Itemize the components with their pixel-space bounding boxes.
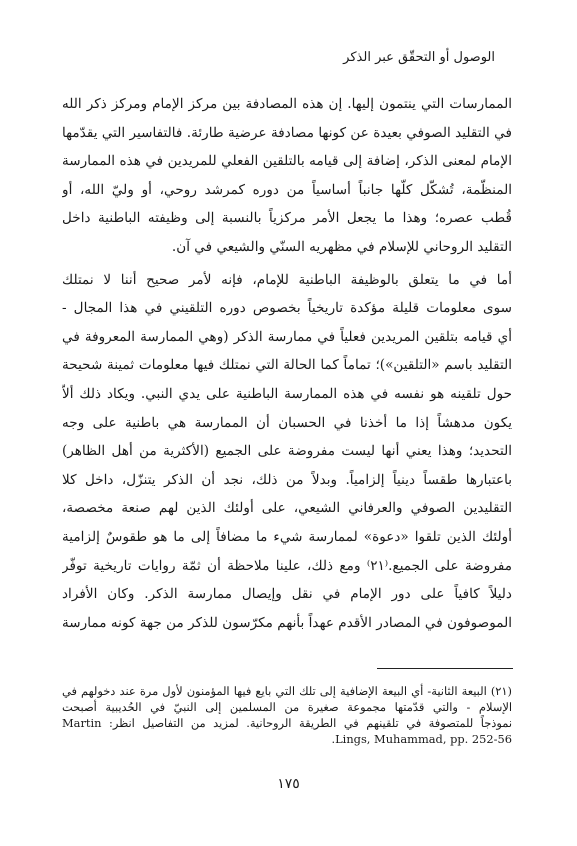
text-line: المنظّمة، تُشكّل كلّها جانباً أساسياً من دوره كمرشد روحي، أو وليّ الله، أو <box>62 181 512 198</box>
text-line: الإمام لمعنى الذكر، إضافة إلى قيامه بالتلقين الفعلي للمريدين في هذه الممارسة <box>62 153 512 170</box>
text-line: أما في ما يتعلق بالوظيفة الباطنية للإمام، فإنه لأمر صحيح أننا لا نمتلك <box>62 271 512 288</box>
text-line: دليلاً كافياً على دور الإمام في نقل وإيصال ممارسة الذكر. وكان الأفراد <box>62 586 512 603</box>
footnote-line: (٢١) البيعة الثانية- أي البيعة الإضافية إلى تلك التي بايع فيها المؤمنون لأول مرة عند دخولهم في <box>62 684 512 698</box>
text-line: التقليد الروحاني للإسلام في مظهريه السنّي والشيعي في آن. <box>171 238 512 255</box>
text-line: يكون مدهشاً إذا ما أخذنا في الحسبان أن الممارسة هي باطنية على وجه <box>62 414 512 431</box>
page-number: ١٧٥ <box>277 776 300 792</box>
footnote <box>62 683 512 747</box>
text-line: أولئك الذين تلقوا «دعوة» لممارسة شيء ما مضافاً إلى ما هو طقوسٌ إلزامية <box>62 528 512 545</box>
text-line: أي قيامه بتلقين المريدين فعلياً في ممارسة الذكر (وهي الممارسة المعروفة في <box>62 328 512 345</box>
footnote-line: الإسلام - والتي قدّمتها مجموعة صغيرة من المسلمين إلى النبيّ في الحُديبية أصبحت <box>62 700 512 714</box>
text-line: مفروضة على الجميع.⁽٢١⁾ ومع ذلك، علينا ملاحظة أن ثمّة روايات تاريخية توفّر <box>62 557 512 574</box>
paragraph-2 <box>62 266 512 638</box>
text-line: التقليدين الصوفي والعرفاني الشيعي، على أولئك الذين لهم صنعة مخصصة، <box>62 500 512 517</box>
footnote-line: Lings, Muhammad, pp. 252-56. <box>331 732 512 746</box>
footnote-divider <box>377 668 513 669</box>
text-line: قُطب عصره؛ وهذا ما يجعل الأمر مركزياً بالنسبة إلى وظيفته الباطنية داخل <box>62 210 512 227</box>
text-line: باعتبارها طقساً دينياً إلزامياً. وبدلاً من ذلك، نجد أن الذكر يتنزّل، داخل كلا <box>62 471 512 488</box>
text-line: الممارسات التي ينتمون إليها. إن هذه المصادفة بين مركز الإمام ومركز ذكر الله <box>62 96 512 112</box>
text-line: في التقليد الصوفي بعيدة عن كونها مصادفة عرضية طارئة. فالتفاسير التي يقدّمها <box>62 124 512 141</box>
text-line: الموصوفون في المصادر الأقدم عهداً بأنهم مكرّسون للذكر من جهة كونه ممارسة <box>62 614 512 631</box>
body-text <box>62 90 512 637</box>
text-line: التقليد باسم «التلقين»)؛ تماماً كما الحالة التي نمتلك فيها معلومات ثمينة شحيحة <box>62 357 512 374</box>
text-line: التحديد؛ وهذا يعني أنها ليست مفروضة على الجميع (الأكثرية من أهل الظاهر) <box>62 443 512 460</box>
running-header: الوصول أو التحقّق عبر الذكر <box>343 50 495 65</box>
text-line: سوى معلومات قليلة مؤكدة تاريخياً بخصوص دوره التلقيني في هذا المجال - <box>62 300 512 317</box>
footnote-line: نموذجاً للمتصوفة في تلقينهم في الطريقة الروحانية. لمزيد من التفاصيل انظر: Martin <box>62 716 512 730</box>
text-line: حول تلقينه هو نفسه في هذه الممارسة الباطنية على يدي النبي. ويكاد ذلك ألاّ <box>62 385 512 402</box>
paragraph-1 <box>62 90 512 262</box>
